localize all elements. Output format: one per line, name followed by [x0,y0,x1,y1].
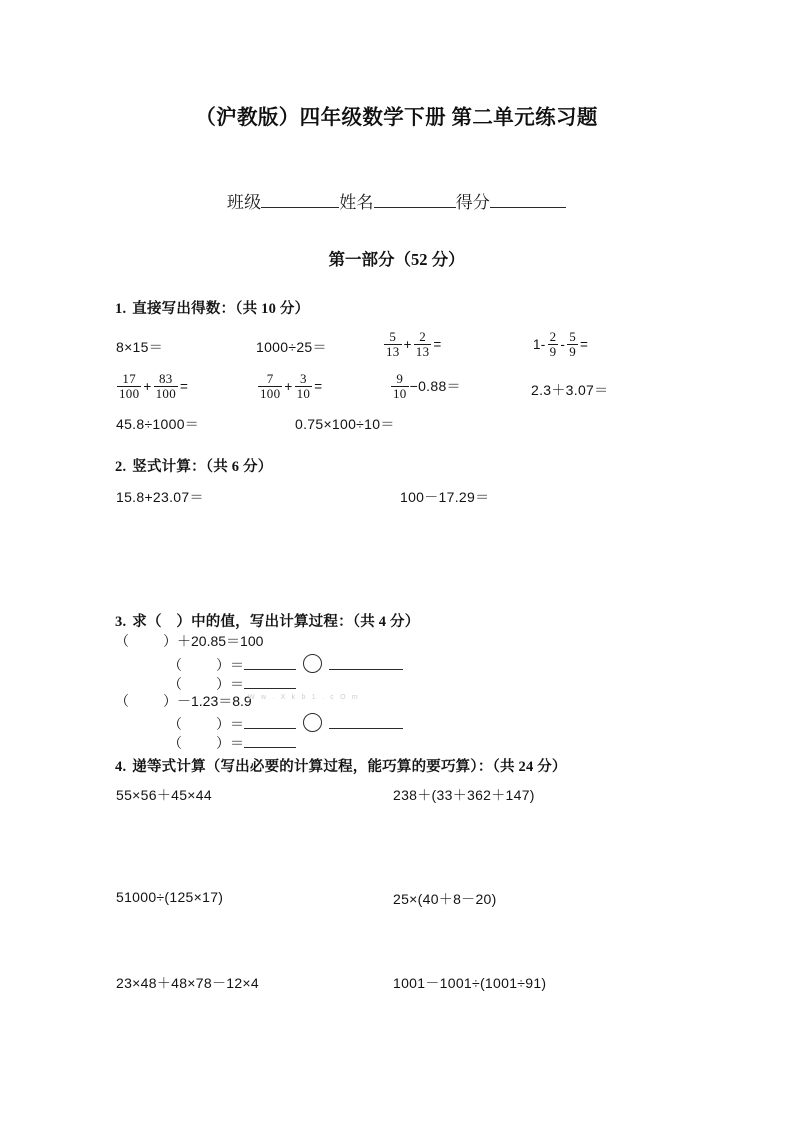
q3b-expression: ）－1.23＝8.9 [163,693,252,709]
student-info-line [0,188,793,213]
q1-item-10: 0.75×100÷10＝ [295,416,395,432]
name-blank[interactable] [374,190,456,208]
question-1-heading [115,297,309,318]
equals-sign: = [580,336,589,352]
score-label: 得分 [455,193,491,212]
circle-operator-placeholder[interactable] [303,713,322,732]
score-blank[interactable] [490,190,566,208]
q1-item-3 [383,330,443,359]
plus-operator: + [143,378,152,394]
paren-open: （ [168,735,182,751]
class-blank[interactable] [261,190,339,208]
fraction-3-10: $\frac{3}{10}$ [296,371,311,402]
question-3-heading [115,610,419,631]
plus-operator: + [284,378,293,394]
q3b-work-line-1 [168,713,403,734]
question-2-heading [115,455,272,476]
q1-item-7-rest: −0.88＝ [409,377,461,394]
paren-open: （ [168,716,182,732]
q3a-work-line-1 [168,654,403,675]
question-1-number: 1. [115,301,127,317]
fraction-83-100: $\frac{83}{100}$ [155,371,176,402]
q1-item-4 [532,330,589,359]
equals-sign: = [180,378,189,394]
fraction-7-100: $\frac{7}{100}$ [260,371,281,402]
question-3-text: 求（ ）中的值，写出计算过程：（共 4 分） [132,614,420,630]
fraction-17-100: $\frac{17}{100}$ [119,371,140,402]
plus-operator: + [403,336,412,352]
q1-item-8: 2.3＋3.07＝ [531,382,609,398]
q4-item-3: 51000÷(125×17) [116,889,224,905]
equals-sign: = [314,378,323,394]
answer-blank[interactable] [244,715,296,729]
fraction-2-13: $\frac{2}{13}$ [415,329,430,360]
q3-problem-a [115,631,263,651]
question-3-number: 3. [115,614,127,630]
part-one-header: 第一部分（52 分） [328,250,465,269]
q1-item-9: 45.8÷1000＝ [116,416,200,432]
question-4-text: 递等式计算（写出必要的计算过程，能巧算的要巧算）：（共 24 分） [132,759,567,775]
paren-open: （ [115,693,129,709]
question-2-text: 竖式计算：（共 6 分） [132,459,273,475]
q3a-expression: ）＋20.85＝100 [163,633,264,649]
fraction-2-9: $\frac{2}{9}$ [549,329,557,360]
answer-blank[interactable] [244,656,296,670]
q1-item-5 [116,372,189,401]
name-label: 姓名 [339,193,374,212]
q2-item-1: 15.8+23.07＝ [116,489,204,505]
answer-blank[interactable] [244,734,296,748]
q4-item-5: 23×48＋48×78－12×4 [116,975,259,991]
q4-item-6: 1001－1001÷(1001÷91) [393,975,547,991]
equals-sign: = [433,336,442,352]
equals-label: ）＝ [216,657,244,673]
question-2-number: 2. [115,459,127,475]
fraction-9-10: $\frac{9}{10}$ [393,371,407,402]
q1-item-6 [257,372,323,401]
watermark-text-a: W w . X k b 1 . c O m [248,694,360,701]
answer-blank[interactable] [244,675,296,689]
q3b-work-line-2 [168,733,296,753]
page-title: （沪教版）四年级数学下册 第二单元练习题 [195,107,598,129]
question-1-text: 直接写出得数：（共 10 分） [132,301,310,317]
one-minus-lead: 1- [533,336,546,352]
minus-operator: - [560,336,566,352]
q1-item-7 [390,372,461,401]
equals-label: ）＝ [216,676,244,692]
q1-item-1: 8×15＝ [116,339,164,355]
fraction-5-9: $\frac{5}{9}$ [569,329,577,360]
q1-item-2: 1000÷25＝ [256,339,327,355]
q4-item-1: 55×56＋45×44 [116,787,212,803]
fraction-5-13: $\frac{5}{13}$ [386,329,400,360]
question-4-heading [115,755,567,776]
answer-blank[interactable] [329,656,403,670]
q3-problem-b [115,691,252,711]
equals-label: ）＝ [216,716,244,732]
question-4-number: 4. [115,759,127,775]
q4-item-2: 238＋(33＋362＋147) [393,787,535,803]
paren-open: （ [168,676,182,692]
equals-label: ）＝ [216,735,244,751]
answer-blank[interactable] [329,715,403,729]
q2-item-2: 100－17.29＝ [400,489,490,505]
q4-item-4: 25×(40＋8－20) [393,891,497,907]
paren-open: （ [168,657,182,673]
circle-operator-placeholder[interactable] [303,654,322,673]
paren-open: （ [115,633,129,649]
class-label: 班级 [226,193,262,212]
